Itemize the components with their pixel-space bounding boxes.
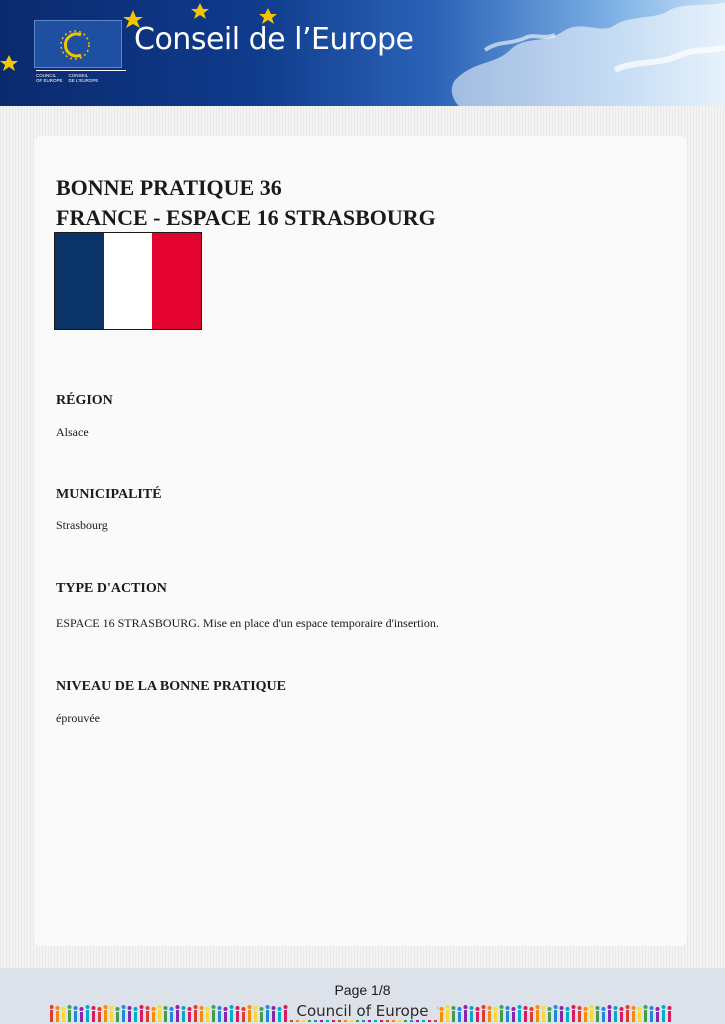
- document-title: [56, 173, 436, 233]
- org-name-title: Conseil de l’Europe: [134, 22, 414, 57]
- logo-line2-fr: DE L'EUROPE: [68, 78, 99, 83]
- logo-line2-en: OF EUROPE: [36, 78, 63, 83]
- logo-line1-en: COUNCIL: [36, 73, 57, 78]
- section-value-practice-level: éprouvée: [56, 711, 100, 725]
- flag-stripe-white: [104, 233, 153, 329]
- section-value-municipality: Strasbourg: [56, 518, 108, 532]
- header-banner: [0, 0, 725, 106]
- footer-org-name: [0, 1002, 725, 1020]
- title-line-2: FRANCE - ESPACE 16 STRASBOURG: [56, 205, 436, 230]
- flag-stripe-blue: [55, 233, 104, 329]
- logo-caption: [36, 70, 126, 83]
- section-label-municipality: MUNICIPALITÉ: [56, 487, 162, 502]
- section-value-action-type: ESPACE 16 STRASBOURG. Mise en place d'un espace temporaire d'insertion.: [56, 616, 439, 630]
- page-number: Page 1/8: [334, 982, 391, 998]
- section-label-action-type: TYPE D'ACTION: [56, 581, 167, 596]
- logo-emblem-icon: [35, 21, 123, 69]
- section-label-region: RÉGION: [56, 393, 113, 408]
- council-of-europe-logo: [34, 20, 122, 68]
- logo-line1-fr: CONSEIL: [68, 73, 89, 78]
- footer-org-name-text: Council of Europe: [289, 1002, 437, 1020]
- section-value-region: Alsace: [56, 425, 89, 439]
- france-flag: [54, 232, 202, 330]
- title-line-1: BONNE PRATIQUE 36: [56, 175, 282, 200]
- section-label-practice-level: NIVEAU DE LA BONNE PRATIQUE: [56, 679, 286, 694]
- flag-stripe-red: [152, 233, 201, 329]
